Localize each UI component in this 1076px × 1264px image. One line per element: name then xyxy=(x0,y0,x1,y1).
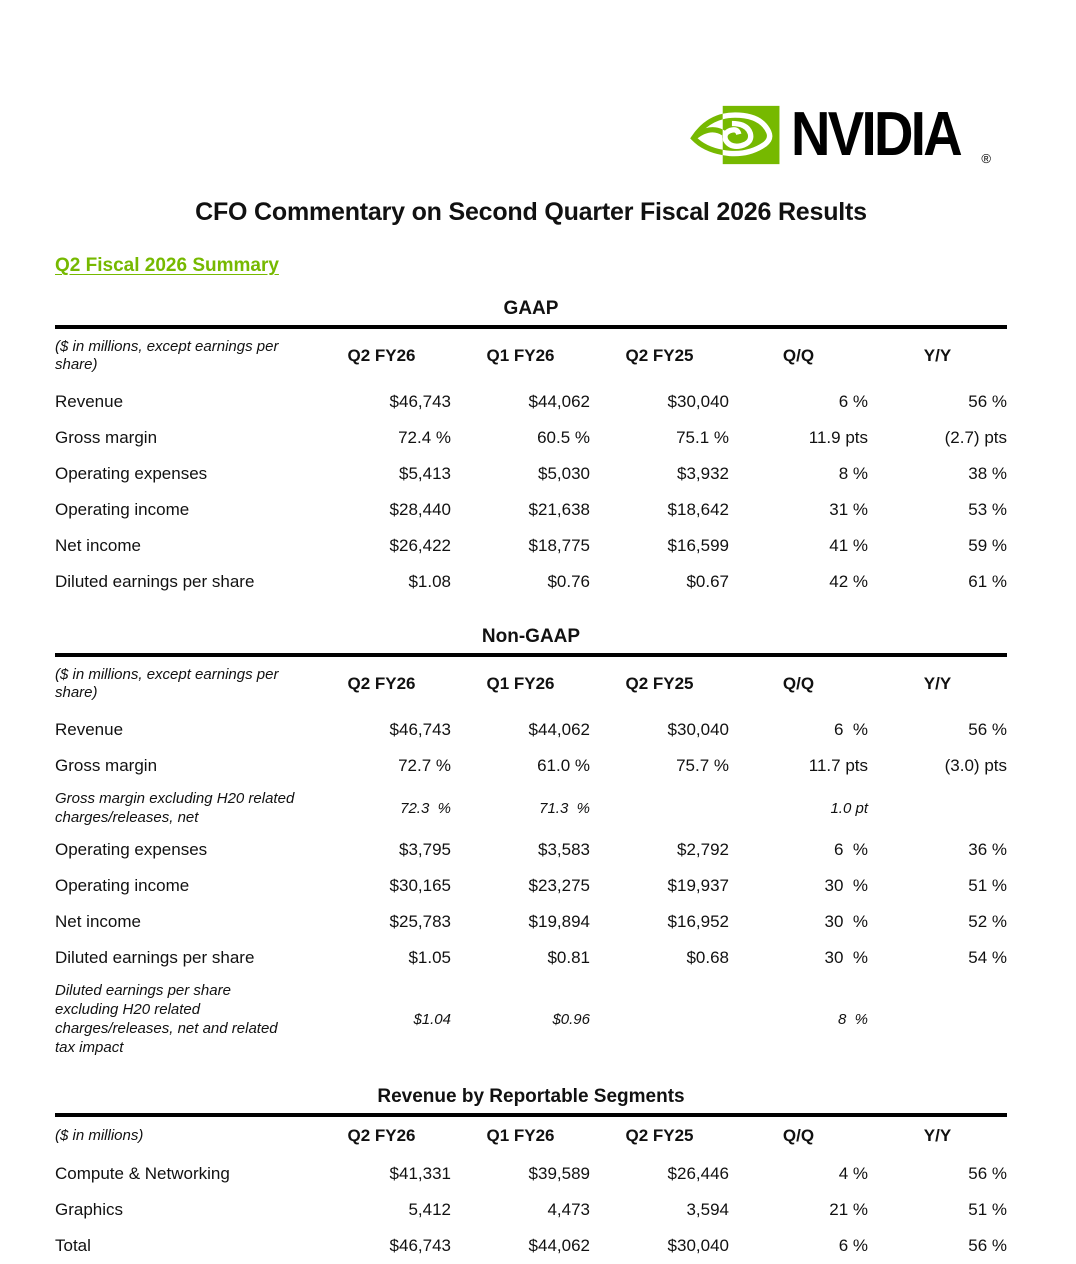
metric-value: $41,331 xyxy=(389,1164,451,1183)
table-row xyxy=(55,712,1007,748)
column-header-q1fy26: Q1 FY26 xyxy=(486,1126,555,1145)
row-label: Diluted earnings per share xyxy=(55,572,255,591)
table-row xyxy=(55,940,1007,976)
row-label: Total xyxy=(55,1236,91,1255)
table-row-footnote xyxy=(55,784,1007,832)
metric-value: $39,589 xyxy=(528,1164,590,1183)
unit-note: ($ in millions, except earnings per share) xyxy=(55,338,279,373)
metric-value: $25,783 xyxy=(389,912,451,931)
gaap-header-row xyxy=(55,327,1007,384)
table-row xyxy=(55,832,1007,868)
metric-value: 71.3 % xyxy=(539,799,590,817)
row-label: Operating income xyxy=(55,500,190,519)
metric-value: 61 % xyxy=(968,572,1007,591)
metric-value: 56 % xyxy=(968,1236,1007,1255)
metric-value: $16,599 xyxy=(667,536,729,555)
column-header-qq: Q/Q xyxy=(782,1126,815,1145)
metric-value: 60.5 % xyxy=(537,428,590,447)
row-label: Diluted earnings per share xyxy=(55,948,255,967)
table-row xyxy=(55,868,1007,904)
metric-value: $1.08 xyxy=(408,572,451,591)
metric-value: 51 % xyxy=(968,1200,1007,1219)
metric-value: $1.04 xyxy=(413,1010,451,1028)
metric-value: 6 % xyxy=(833,720,868,739)
metric-value: $19,894 xyxy=(528,912,590,931)
metric-value: 75.1 % xyxy=(676,428,729,447)
table-row xyxy=(55,564,1007,600)
table-row xyxy=(55,1156,1007,1192)
non-gaap-section xyxy=(55,626,1007,1062)
row-label: Operating expenses xyxy=(55,840,208,859)
metric-value: $46,743 xyxy=(389,720,451,739)
table-row xyxy=(55,456,1007,492)
segments-section xyxy=(55,1086,1007,1264)
metric-value: 59 % xyxy=(968,536,1007,555)
metric-value: $1.05 xyxy=(408,948,451,967)
metric-value: 21 % xyxy=(829,1200,868,1219)
table-row xyxy=(55,1228,1007,1264)
row-label: Compute & Networking xyxy=(55,1164,230,1183)
page-title: CFO Commentary on Second Quarter Fiscal 2026 Results xyxy=(195,198,867,226)
row-label: Revenue xyxy=(55,720,124,739)
metric-value: 56 % xyxy=(968,1164,1007,1183)
metric-value: $28,440 xyxy=(389,500,451,519)
metric-value: $5,413 xyxy=(399,464,451,483)
metric-value: $30,040 xyxy=(667,720,729,739)
nvidia-logo xyxy=(689,96,991,174)
metric-value: 72.3 % xyxy=(400,799,451,817)
metric-value: 1.0 pt xyxy=(830,799,868,817)
metric-value: 72.7 % xyxy=(398,756,451,775)
non-gaap-table-title: Non-GAAP xyxy=(481,626,581,647)
metric-value: $26,446 xyxy=(667,1164,729,1183)
row-label: Operating income xyxy=(55,876,190,895)
row-label: Revenue xyxy=(55,392,124,411)
metric-value: $18,642 xyxy=(667,500,729,519)
metric-value: $23,275 xyxy=(528,876,590,895)
row-label: Graphics xyxy=(55,1200,124,1219)
metric-value: 42 % xyxy=(829,572,868,591)
metric-value: 52 % xyxy=(968,912,1007,931)
column-header-q1fy26: Q1 FY26 xyxy=(486,346,555,365)
metric-value: (2.7) pts xyxy=(944,428,1007,447)
metric-value: $46,743 xyxy=(389,392,451,411)
metric-value: 31 % xyxy=(829,500,868,519)
metric-value: $46,743 xyxy=(389,1236,451,1255)
segments-table-title: Revenue by Reportable Segments xyxy=(377,1086,685,1107)
metric-value: 30 % xyxy=(824,912,868,931)
column-header-yy: Y/Y xyxy=(923,346,952,365)
metric-value: 30 % xyxy=(824,948,868,967)
unit-note: ($ in millions, except earnings per share) xyxy=(55,666,279,701)
document-page xyxy=(55,0,1007,1264)
metric-value: 4 % xyxy=(838,1164,868,1183)
metric-value: $16,952 xyxy=(667,912,729,931)
metric-value: 36 % xyxy=(968,840,1007,859)
metric-value: 5,412 xyxy=(408,1200,451,1219)
column-header-q2fy25: Q2 FY25 xyxy=(625,1126,694,1145)
metric-value: 6 % xyxy=(838,1236,868,1255)
metric-value: $19,937 xyxy=(667,876,729,895)
column-header-q2fy25: Q2 FY25 xyxy=(625,346,694,365)
metric-value: $26,422 xyxy=(389,536,451,555)
metric-value: 38 % xyxy=(968,464,1007,483)
metric-value: $0.76 xyxy=(547,572,590,591)
table-row xyxy=(55,1192,1007,1228)
gaap-section xyxy=(55,298,1007,600)
metric-value: 61.0 % xyxy=(537,756,590,775)
metric-value: $21,638 xyxy=(528,500,590,519)
metric-value: 11.7 pts xyxy=(808,756,868,775)
row-label: Net income xyxy=(55,536,141,555)
gaap-table xyxy=(55,325,1007,600)
row-label: Gross margin xyxy=(55,756,158,775)
row-label: Gross margin excluding H20 related charges/releases, net xyxy=(55,790,295,826)
metric-value: 30 % xyxy=(824,876,868,895)
metric-value: 41 % xyxy=(829,536,868,555)
metric-value: 8 % xyxy=(838,464,868,483)
column-header-qq: Q/Q xyxy=(782,346,815,365)
nvidia-wordmark: NVIDIA xyxy=(791,100,961,169)
metric-value xyxy=(868,976,1007,1062)
non-gaap-table xyxy=(55,653,1007,1062)
column-header-yy: Y/Y xyxy=(923,674,952,693)
metric-value: 53 % xyxy=(968,500,1007,519)
metric-value: $30,040 xyxy=(667,1236,729,1255)
column-header-qq: Q/Q xyxy=(782,674,815,693)
metric-value: $44,062 xyxy=(528,392,590,411)
metric-value: $2,792 xyxy=(677,840,729,859)
metric-value: $0.68 xyxy=(686,948,729,967)
metric-value: 6 % xyxy=(838,392,868,411)
metric-value: (3.0) pts xyxy=(944,756,1007,775)
non-gaap-header-row xyxy=(55,655,1007,712)
metric-value: 54 % xyxy=(968,948,1007,967)
table-row xyxy=(55,492,1007,528)
gaap-table-title: GAAP xyxy=(503,298,559,319)
column-header-q2fy26: Q2 FY26 xyxy=(347,346,416,365)
metric-value: $44,062 xyxy=(528,720,590,739)
metric-value: $3,795 xyxy=(399,840,451,859)
table-row xyxy=(55,384,1007,420)
metric-value: $0.67 xyxy=(686,572,729,591)
table-row xyxy=(55,904,1007,940)
metric-value: 51 % xyxy=(968,876,1007,895)
column-header-q2fy26: Q2 FY26 xyxy=(347,1126,416,1145)
metric-value: $30,165 xyxy=(389,876,451,895)
table-row-footnote xyxy=(55,976,1007,1062)
metric-value: $5,030 xyxy=(538,464,590,483)
row-label: Operating expenses xyxy=(55,464,208,483)
metric-value: $18,775 xyxy=(528,536,590,555)
column-header-q1fy26: Q1 FY26 xyxy=(486,674,555,693)
metric-value: 56 % xyxy=(968,720,1007,739)
metric-value: 3,594 xyxy=(686,1200,729,1219)
logo-row xyxy=(55,0,1007,174)
nvidia-eye-icon xyxy=(689,96,781,174)
table-row xyxy=(55,420,1007,456)
metric-value xyxy=(590,976,729,1062)
metric-value: 4,473 xyxy=(547,1200,590,1219)
metric-value: $30,040 xyxy=(667,392,729,411)
metric-value xyxy=(590,784,729,832)
registered-trademark-symbol: ® xyxy=(981,151,991,166)
row-label: Gross margin xyxy=(55,428,158,447)
table-row xyxy=(55,528,1007,564)
metric-value: 11.9 pts xyxy=(808,428,868,447)
metric-value: 56 % xyxy=(968,392,1007,411)
metric-value: $3,583 xyxy=(538,840,590,859)
unit-note: ($ in millions) xyxy=(55,1127,144,1144)
metric-value: 72.4 % xyxy=(398,428,451,447)
segments-table xyxy=(55,1113,1007,1264)
row-label: Net income xyxy=(55,912,141,931)
metric-value: 8 % xyxy=(837,1010,868,1028)
metric-value: $3,932 xyxy=(677,464,729,483)
metric-value: 6 % xyxy=(833,840,868,859)
metric-value: $0.96 xyxy=(552,1010,590,1028)
metric-value: $44,062 xyxy=(528,1236,590,1255)
column-header-q2fy25: Q2 FY25 xyxy=(625,674,694,693)
table-row xyxy=(55,748,1007,784)
row-label: Diluted earnings per share excluding H20 related charges/releases, net and related tax impact xyxy=(55,982,278,1056)
metric-value: 75.7 % xyxy=(676,756,729,775)
metric-value xyxy=(868,784,1007,832)
q2-summary-link[interactable]: Q2 Fiscal 2026 Summary xyxy=(55,255,279,276)
column-header-q2fy26: Q2 FY26 xyxy=(347,674,416,693)
metric-value: $0.81 xyxy=(547,948,590,967)
column-header-yy: Y/Y xyxy=(923,1126,952,1145)
segments-header-row xyxy=(55,1115,1007,1156)
